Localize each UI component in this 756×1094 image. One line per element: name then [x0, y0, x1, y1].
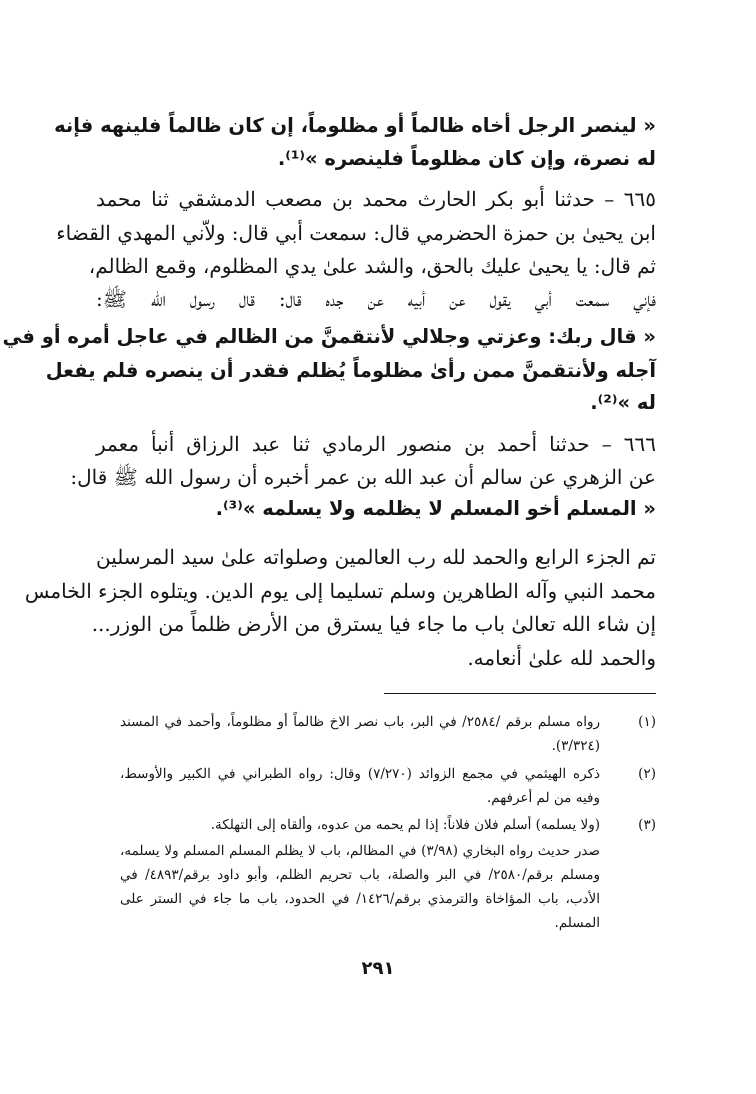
footnote-2-number: (٢)	[638, 766, 656, 782]
footnote-1-line-2: (٣/٣٢٤).	[551, 738, 600, 754]
hadith-665-quote-line-2: آجله ولأنتقمنَّ ممن رأىٰ مظلوماً يُظلم فقدر أن ينصره فلم يفعل	[45, 359, 656, 382]
hadith-665-line-2: ابن يحيىٰ بن حمزة الحضرمي قال: سمعت أبي قال: ولاّني المهدي القضاء	[56, 221, 656, 245]
hadith-666-line-1: ٦٦٦ – حدثنا أحمد بن منصور الرمادي ثنا عبد الرزاق أنبأ معمر	[96, 432, 656, 456]
footnote-2-line-1: ذكره الهيثمي في مجمع الزوائد (٧/٢٧٠) وقال: رواه الطبراني في الكبير والأوسط،	[120, 766, 600, 782]
conclusion-line-2: محمد النبي وآله الطاهرين وسلم تسليما إلى يوم الدين. ويتلوه الجزء الخامس	[24, 579, 656, 603]
conclusion-line-4: والحمد لله علىٰ أنعامه.	[467, 646, 656, 670]
footnote-3-number: (٣)	[638, 817, 656, 833]
footnote-3-line-1: (ولا يسلمه) أسلم فلان فلاناً: إذا لم يحمه من عدوه، وألقاه إلى التهلكة.	[210, 817, 600, 833]
hadith-665-line-3: ثم قال: يا يحيىٰ عليك بالحق، والشد علىٰ يدي المظلوم، وقمع الظالم،	[88, 254, 656, 278]
hadith-665-line-4: فإني سمعت أبي يقول عن أبيه عن جده قال: قال رسول الله ﷺ:	[96, 287, 656, 311]
hadith-666-quote: « المسلم أخو المسلم لا يظلمه ولا يسلمه »⁽³⁾.	[215, 497, 656, 520]
footnote-separator	[384, 693, 656, 694]
footnote-2-line-2: وفيه من لم أعرفهم.	[487, 790, 600, 806]
conclusion-line-3: إن شاء الله تعالىٰ باب ما جاء فيا يسترق من الأرض ظلماً من الوزر...	[91, 612, 656, 636]
footnote-3-line-2: صدر حديث رواه البخاري (٣/٩٨) في المظالم، باب لا يظلم المسلم المسلم ولا يسلمه،	[120, 843, 600, 859]
hadith-664-line-1: « لينصر الرجل أخاه ظالماً أو مظلوماً، إن كان ظالماً فلينهه فإنه	[54, 114, 656, 137]
footnote-3-line-4: الأدب، باب المؤاخاة والترمذي برقم/١٤٢٦/ في الحدود، باب ما جاء في الستر على	[120, 891, 600, 907]
hadith-665-quote-line-3: له »⁽²⁾.	[590, 391, 656, 414]
footnote-3-line-5: المسلم.	[554, 915, 600, 931]
hadith-665-quote-line-1: « قال ربك: وعزتي وجلالي لأنتقمنَّ من الظالم في عاجل أمره أو في	[2, 325, 656, 348]
footnote-1-line-1: رواه مسلم برقم /٢٥٨٤/ في البر، باب نصر الاخ ظالماً أو مظلوماً، وأحمد في المسند	[120, 714, 600, 730]
page-number: ٢٩١	[361, 958, 395, 979]
hadith-666-line-2: عن الزهري عن سالم أن عبد الله بن عمر أخبره أن رسول الله ﷺ قال:	[70, 465, 656, 489]
conclusion-line-1: تم الجزء الرابع والحمد لله رب العالمين وصلواته علىٰ سيد المرسلين	[96, 545, 656, 569]
footnote-3-line-3: ومسلم برقم/٢٥٨٠/ في البر والصلة، باب تحريم الظلم، وأبو داود برقم/٤٨٩٣/ في	[120, 867, 601, 883]
hadith-664-line-2: له نصرة، وإن كان مظلوماً فلينصره »⁽¹⁾.	[277, 147, 656, 170]
hadith-665-line-1: ٦٦٥ – حدثنا أبو بكر الحارث محمد بن مصعب الدمشقي ثنا محمد	[96, 187, 656, 211]
footnote-1-number: (١)	[638, 714, 656, 730]
